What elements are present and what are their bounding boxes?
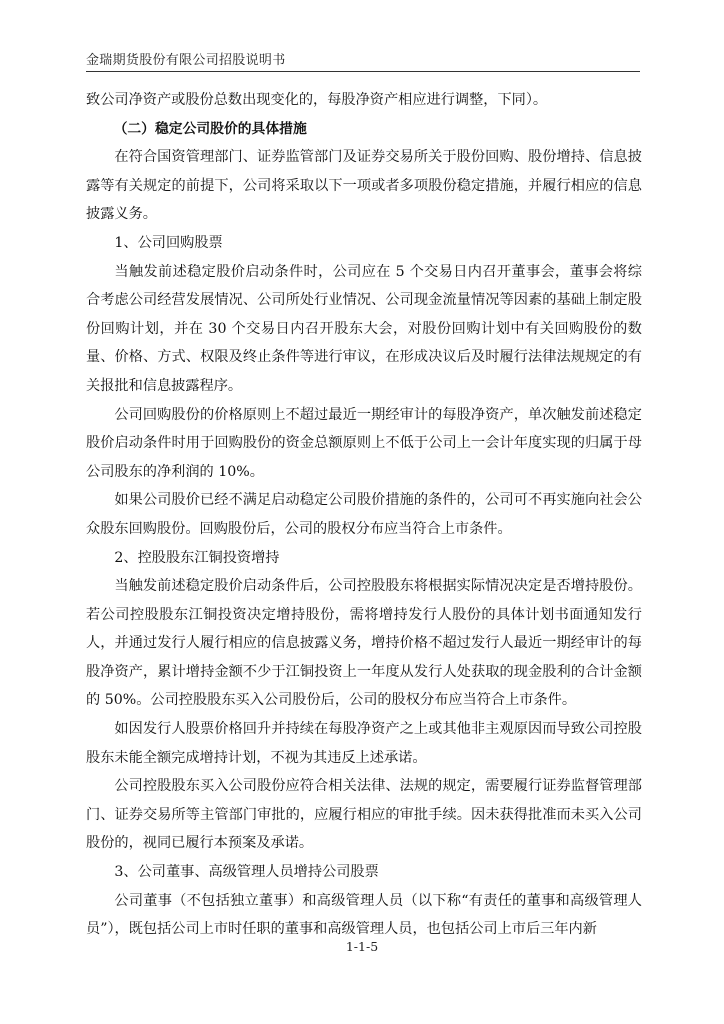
section-heading-stabilize-measures: （二）稳定公司股价的具体措施 xyxy=(113,120,307,137)
page-number: 1-1-5 xyxy=(345,939,379,954)
subheading-controlling-shareholder: 2、控股股东江铜投资增持 xyxy=(114,549,280,566)
paragraph-buyback-procedure: 当触发前述稳定股价启动条件时，公司应在 5 个交易日内召开董事会，董事会将综合考虑公司经营发展情况、公司所处行业情况、公司现金流量情况等因素的基础上制定股份回购计划，并在 30 个交易日内召开股东大会，对股份回购计划中有关回购股份的数量、价格、方式、权限及终止条件等进行审议，在形成决议后及时履行法律法规规定的有关报批和信息披露程序。 xyxy=(86,263,642,394)
subheading-company-buyback: 1、公司回购股票 xyxy=(114,234,223,251)
paragraph-shareholder-exception: 如因发行人股票价格回升并持续在每股净资产之上或其他非主观原因而导致公司控股股东未能全额完成增持计划，不视为其违反上述承诺。 xyxy=(86,721,642,766)
page-header xyxy=(86,47,640,72)
paragraph-buyback-condition: 如果公司股价已经不满足启动稳定公司股价措施的条件的，公司可不再实施向社会公众股东回购股份。回购股份后，公司的股权分布应当符合上市条件。 xyxy=(86,492,642,537)
paragraph-directors-definition: 公司董事（不包括独立董事）和高级管理人员（以下称“有责任的董事和高级管理人员”），既包括公司上市时任职的董事和高级管理人员，也包括公司上市后三年内新 xyxy=(86,892,642,938)
paragraph-intro: 在符合国资管理部门、证券监管部门及证券交易所关于股份回购、股份增持、信息披露等有关规定的前提下，公司将采取以下一项或者多项股份稳定措施，并履行相应的信息披露义务。 xyxy=(86,149,642,223)
body-text xyxy=(86,86,642,944)
document-title: 金瑞期货股份有限公司招股说明书 xyxy=(86,53,286,68)
paragraph-shareholder-increase: 当触发前述稳定股价启动条件后，公司控股股东将根据实际情况决定是否增持股份。若公司控股股东江铜投资决定增持股份，需将增持发行人股份的具体计划书面通知发行人，并通过发行人履行相应的信息披露义务，增持价格不超过发行人最近一期经审计的每股净资产，累计增持金额不少于江铜投资上一年度从发行人处获取的现金股利的合计金额的 50%。公司控股股东买入公司股份后，公司的股权分布应当符合上市条件。 xyxy=(86,578,642,709)
subheading-directors-management: 3、公司董事、高级管理人员增持公司股票 xyxy=(114,864,379,881)
paragraph-shareholder-compliance: 公司控股股东买入公司股份应符合相关法律、法规的规定，需要履行证券监督管理部门、证券交易所等主管部门审批的，应履行相应的审批手续。因未获得批准而未买入公司股份的，视同已履行本预案及承诺。 xyxy=(86,778,642,852)
paragraph-buyback-price: 公司回购股份的价格原则上不超过最近一期经审计的每股净资产，单次触发前述稳定股价启动条件时用于回购股份的资金总额原则上不低于公司上一会计年度实现的归属于母公司股东的净利润的 10%。 xyxy=(86,406,642,480)
paragraph-continuation: 致公司净资产或股份总数出现变化的，每股净资产相应进行调整，下同）。 xyxy=(86,92,548,108)
